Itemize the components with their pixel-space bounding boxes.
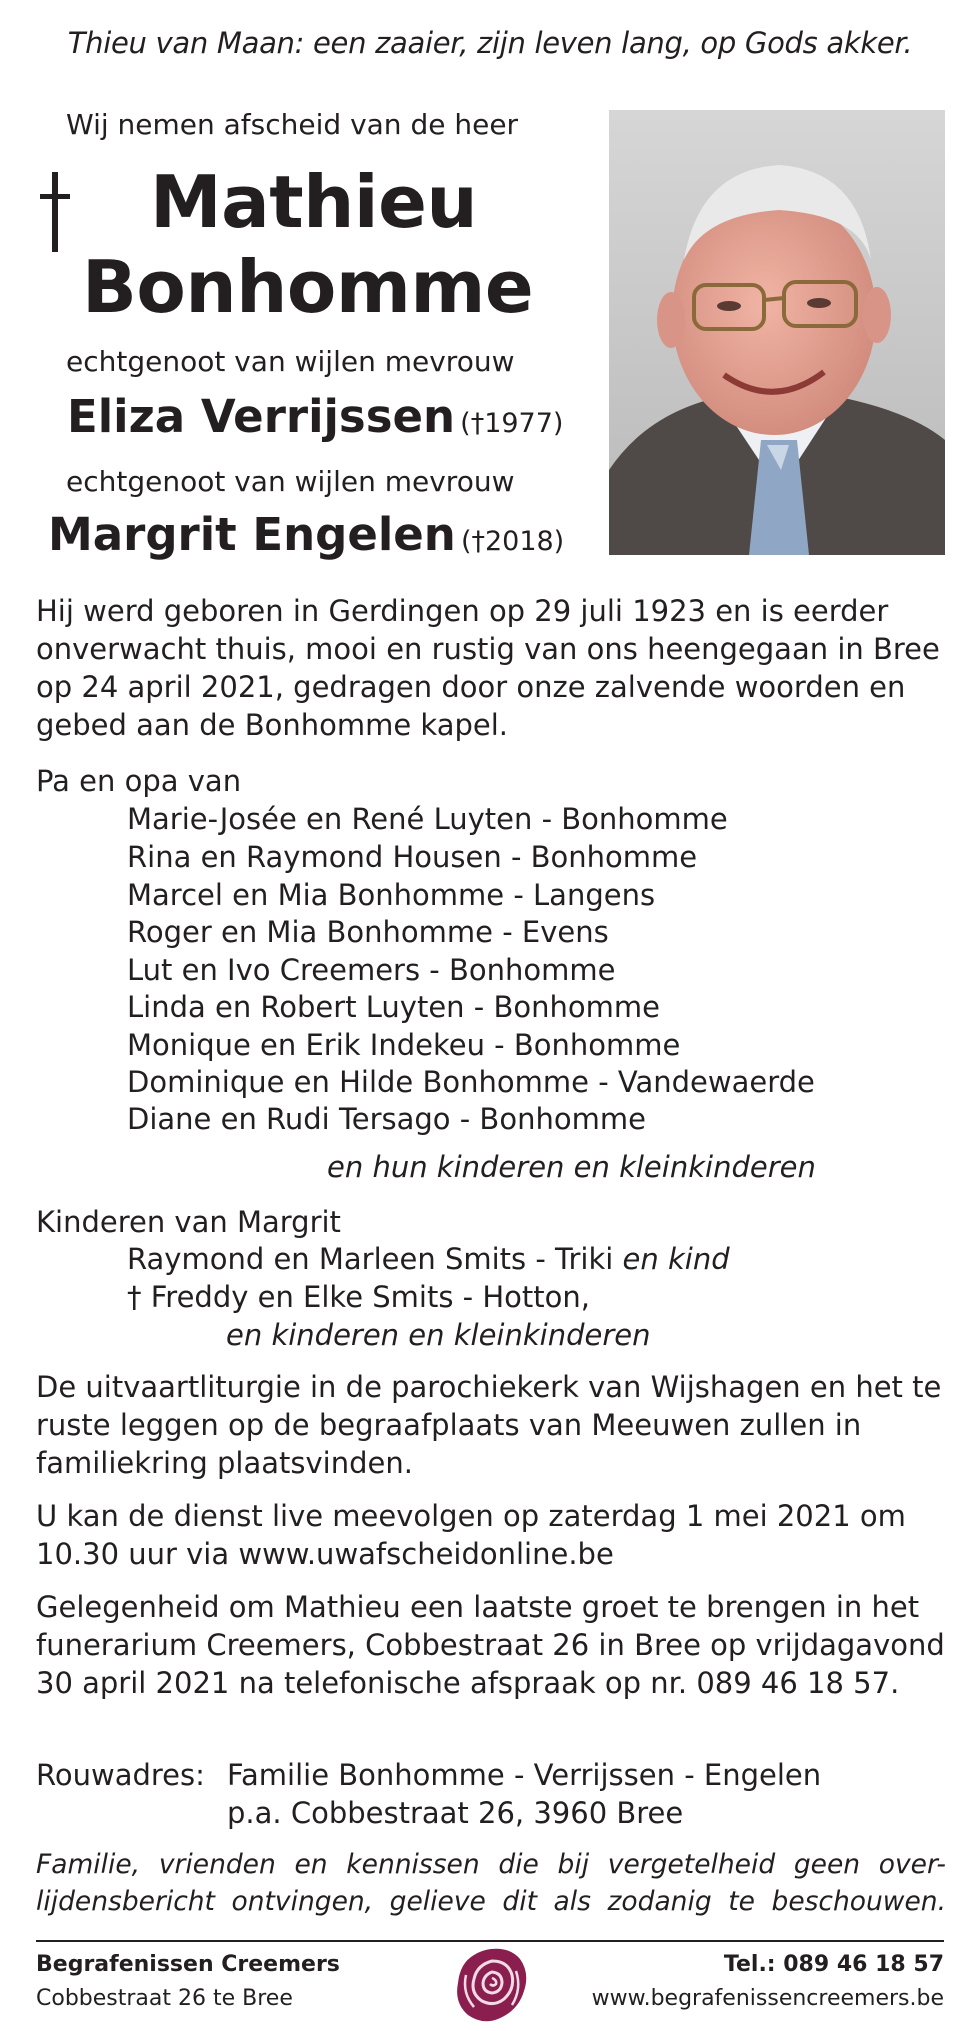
- spouse-death-year: (†1977): [460, 408, 564, 439]
- list-item-text: Raymond en Marleen Smits - Triki: [127, 1242, 614, 1276]
- address-label: Rouwadres:: [36, 1758, 205, 1792]
- liturgy-paragraph: De uitvaartliturgie in de parochiekerk van Wijshagen en het te ruste leggen op de begraafplaats van Meeuwen zullen in familiekring plaatsvinden.: [36, 1370, 942, 1480]
- list-item: Diane en Rudi Tersago - Bonhomme: [127, 1102, 646, 1136]
- footer-website: www.begrafenissencreemers.be: [591, 1986, 944, 2011]
- grandchildren-note: en hun kinderen en kleinkinderen: [327, 1150, 816, 1184]
- birth-paragraph: Hij werd geboren in Gerdingen op 29 juli 1923 en is eerder onverwacht thuis, mooi en rustig van ons heengegaan in Bree op 24 april 2021, gedragen door onze zalvende woorden en gebed aan de Bonhomme kapel.: [36, 594, 940, 742]
- motto: Thieu van Maan: een zaaier, zijn leven lang, op Gods akker.: [67, 26, 913, 60]
- rose-logo-icon: [452, 1945, 530, 2025]
- list-item: en kinderen en kleinkinderen: [226, 1318, 651, 1352]
- list-item: Marcel en Mia Bonhomme - Langens: [127, 878, 656, 912]
- footer-phone: Tel.: 089 46 18 57: [723, 1952, 944, 1977]
- footer-company: Begrafenissen Creemers: [36, 1952, 340, 1977]
- closing-note: Familie, vrienden en kennissen die bij vergetelheid geen over-lijdensbericht ontvingen, gelieve dit als zodanig te beschouwen.: [36, 1849, 946, 1917]
- list-item-suffix: en kind: [622, 1242, 730, 1276]
- list-item: Linda en Robert Luyten - Bonhomme: [127, 990, 660, 1024]
- list-item: Lut en Ivo Creemers - Bonhomme: [127, 953, 616, 987]
- address-line: p.a. Cobbestraat 26, 3960 Bree: [227, 1796, 684, 1830]
- spouse-entry: [67, 390, 563, 443]
- list-item: Roger en Mia Bonhomme - Evens: [127, 915, 609, 949]
- spouse-entry: [48, 508, 564, 561]
- spouse-label: echtgenoot van wijlen mevrouw: [66, 345, 515, 378]
- list-item: Dominique en Hilde Bonhomme - Vandewaerde: [127, 1065, 815, 1099]
- address-line: Familie Bonhomme - Verrijssen - Engelen: [227, 1758, 822, 1792]
- list-item: Monique en Erik Indekeu - Bonhomme: [127, 1028, 681, 1062]
- list-item: [127, 1240, 730, 1278]
- portrait-photo: [609, 110, 945, 555]
- spouse-name: Margrit Engelen: [48, 508, 456, 561]
- list-item: Marie-Josée en René Luyten - Bonhomme: [127, 802, 728, 836]
- spouse-label: echtgenoot van wijlen mevrouw: [66, 465, 515, 498]
- footer-divider: [36, 1940, 944, 1942]
- children-heading: Pa en opa van: [36, 764, 242, 798]
- deceased-last-name: Bonhomme: [82, 245, 534, 329]
- footer-street: Cobbestraat 26 te Bree: [36, 1986, 293, 2011]
- margrit-children-heading: Kinderen van Margrit: [36, 1205, 341, 1239]
- deceased-first-name: Mathieu: [150, 160, 478, 244]
- spouse-name: Eliza Verrijssen: [67, 390, 456, 443]
- list-item: Rina en Raymond Housen - Bonhomme: [127, 840, 698, 874]
- spouse-death-year: (†2018): [460, 526, 565, 557]
- visit-paragraph: Gelegenheid om Mathieu een laatste groet te brengen in het funerarium Creemers, Cobbestraat 26 in Bree op vrijdagavond 30 april 2021 na telefonische afspraak op nr. 089 46 18 57.: [36, 1590, 945, 1700]
- intro-text: Wij nemen afscheid van de heer: [66, 108, 519, 141]
- latin-cross-icon: [38, 172, 72, 252]
- livestream-paragraph: U kan de dienst live meevolgen op zaterdag 1 mei 2021 om 10.30 uur via www.uwafscheidonline.be: [36, 1499, 906, 1571]
- list-item: † Freddy en Elke Smits - Hotton,: [127, 1280, 590, 1314]
